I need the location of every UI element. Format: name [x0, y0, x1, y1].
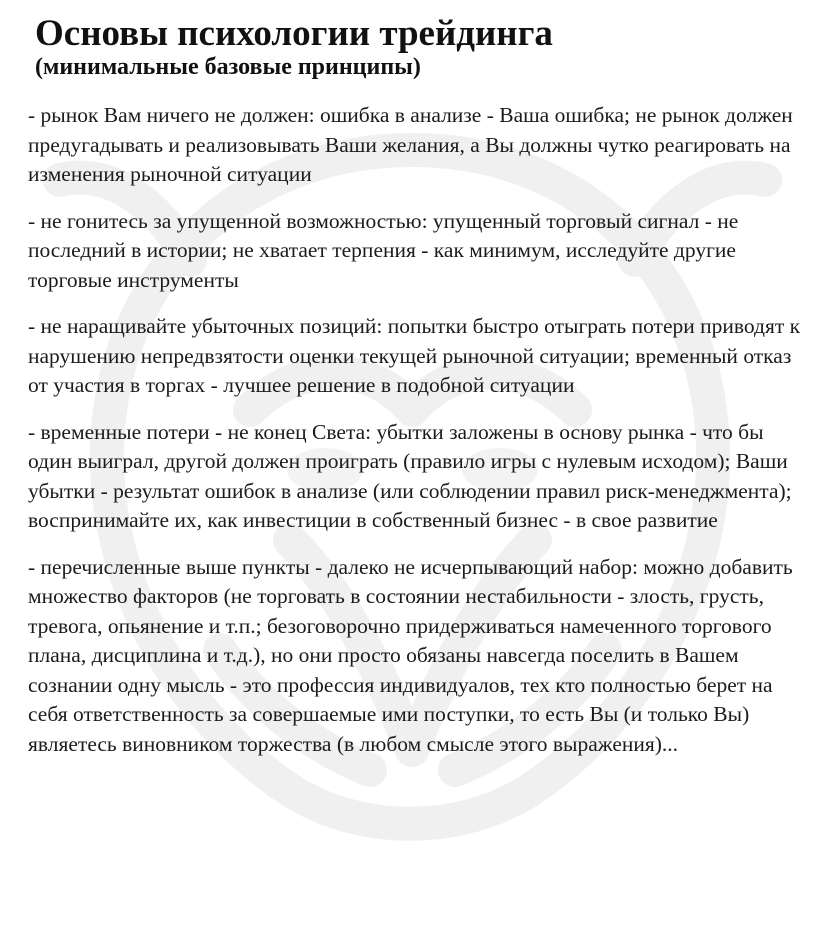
principle-item: - не наращивайте убыточных позиций: попытки быстро отыграть потери приводят к нарушению непредвзятости оценки текущей рыночной ситуации; временный отказ от участия в торгах - лучшее решение в подобной ситуации — [28, 314, 801, 397]
principles-list — [28, 101, 805, 759]
principle-item: - временные потери - не конец Света: убытки заложены в основу рынка - что бы один выиграл, другой должен проиграть (правило игры с нулевым исходом); Ваши убытки - результат ошибок в анализе (или соблюдении правил риск-менеджмента); воспринимайте их, как инвестиции в собственный бизнес - в свое развитие — [28, 419, 792, 532]
principle-item: - рынок Вам ничего не должен: ошибка в анализе - Ваша ошибка; не рынок должен предугадывать и реализовывать Ваши желания, а Вы должны чутко реагировать на изменения рыночной ситуации — [28, 103, 793, 186]
page-subtitle: (минимальные базовые принципы) — [35, 54, 421, 80]
principle-item: - перечисленные выше пункты - далеко не исчерпывающий набор: можно добавить множество факторов (не торговать в состоянии нестабильности - злость, грусть, тревога, опьянение и т.п.; безоговорочно придерживаться намеченного торгового плана, дисциплина и т.д.), но они просто обязаны навсегда поселить в Вашем сознании одну мысль - это профессия индивидуалов, тех кто полностью берет на себя ответственность за совершаемые ими поступки, то есть Вы (и только Вы) являетесь виновником торжества (в любом смысле этого выражения)... — [28, 554, 793, 756]
page-title: Основы психологии трейдинга — [35, 13, 553, 54]
principle-item: - не гонитесь за упущенной возможностью: упущенный торговый сигнал - не последний в истории; не хватает терпения - как минимум, исследуйте другие торговые инструменты — [28, 208, 739, 292]
